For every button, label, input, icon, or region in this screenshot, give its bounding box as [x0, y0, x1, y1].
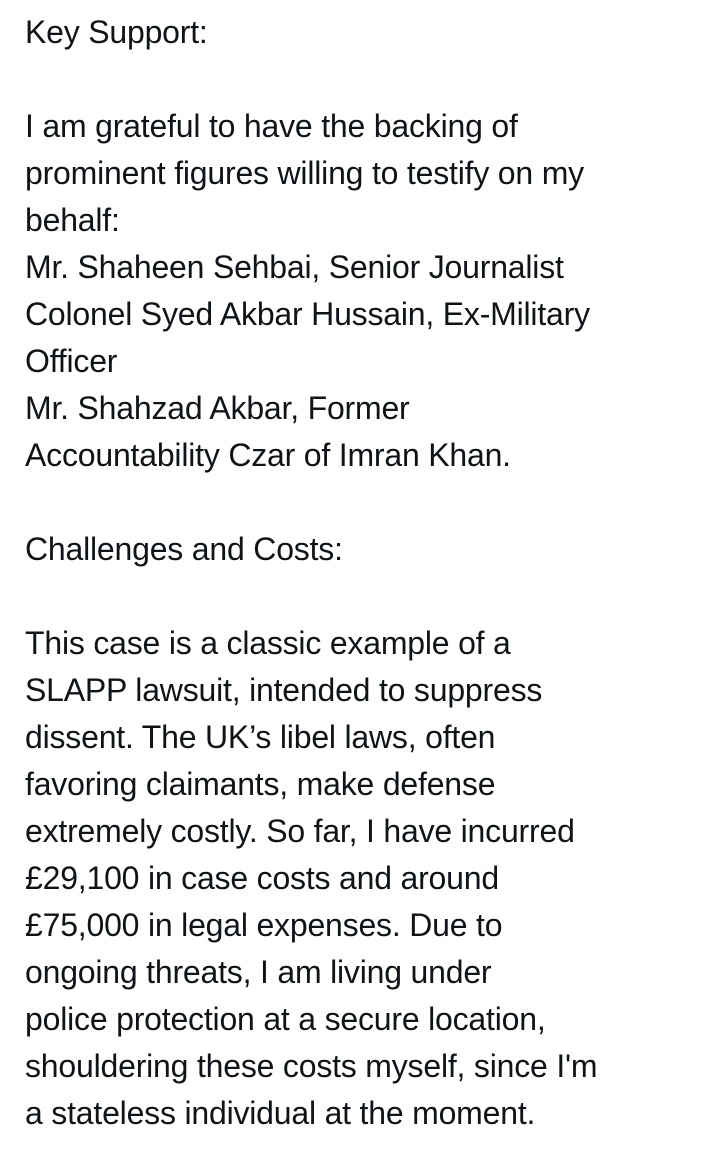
intro-line: behalf: [25, 202, 120, 238]
body-line: police protection at a secure location, [25, 1001, 546, 1037]
body-line: ongoing threats, I am living under [25, 954, 492, 990]
paragraph-gap [25, 573, 705, 620]
supporters-list [25, 244, 705, 479]
paragraph-gap [25, 56, 705, 103]
body-line: dissent. The UK’s libel laws, often [25, 719, 496, 755]
supporter-line: Mr. Shaheen Sehbai, Senior Journalist [25, 249, 564, 285]
body-line: This case is a classic example of a [25, 625, 511, 661]
key-support-intro [25, 103, 705, 244]
key-support-heading: Key Support: [25, 14, 208, 50]
paragraph-gap [25, 479, 705, 526]
challenges-body [25, 620, 705, 1137]
post-text [25, 9, 705, 1137]
body-line: extremely costly. So far, I have incurred [25, 813, 575, 849]
body-line: SLAPP lawsuit, intended to suppress [25, 672, 543, 708]
body-line: shouldering these costs myself, since I'm [25, 1048, 598, 1084]
challenges-heading: Challenges and Costs: [25, 531, 343, 567]
body-line: favoring claimants, make defense [25, 766, 496, 802]
supporter-line: Mr. Shahzad Akbar, Former [25, 390, 410, 426]
intro-line: prominent figures willing to testify on my [25, 155, 584, 191]
supporter-line: Accountability Czar of Imran Khan. [25, 437, 511, 473]
intro-line: I am grateful to have the backing of [25, 108, 518, 144]
supporter-line: Colonel Syed Akbar Hussain, Ex-Military [25, 296, 590, 332]
body-line: £29,100 in case costs and around [25, 860, 499, 896]
body-line: a stateless individual at the moment. [25, 1095, 536, 1131]
supporter-line: Officer [25, 343, 118, 379]
body-line: £75,000 in legal expenses. Due to [25, 907, 503, 943]
